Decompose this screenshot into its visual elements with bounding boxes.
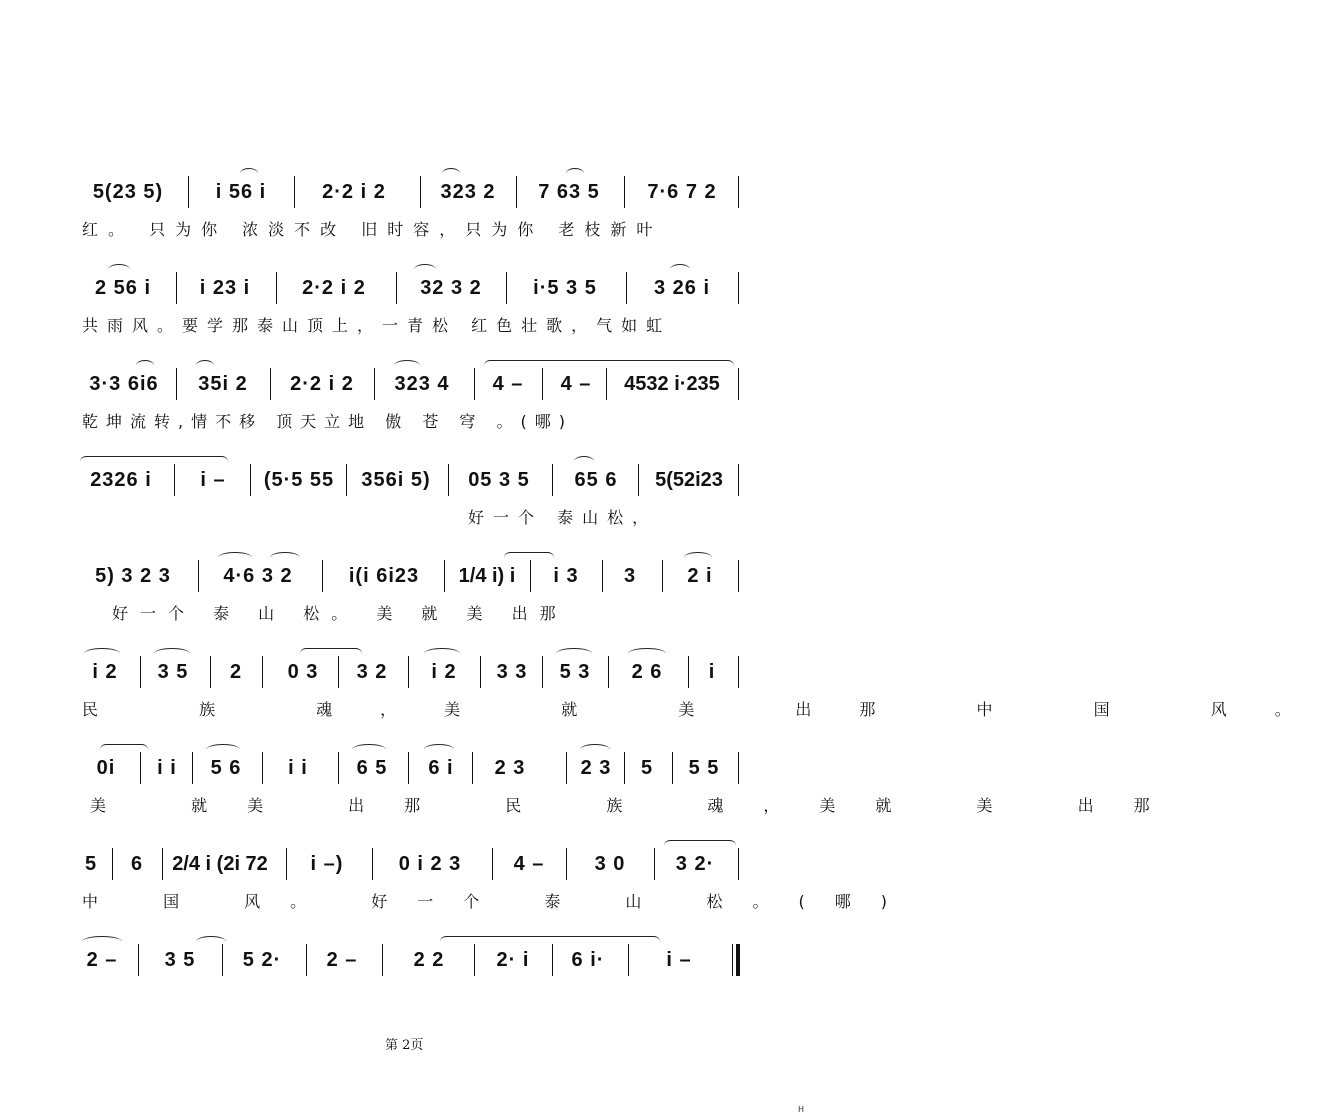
measure: 0 i 2 3 bbox=[398, 853, 462, 875]
barline bbox=[222, 944, 223, 976]
slur bbox=[556, 648, 592, 659]
slur bbox=[82, 936, 122, 947]
slur bbox=[424, 744, 454, 755]
barline bbox=[638, 464, 639, 496]
measure: i 3 bbox=[553, 565, 579, 587]
measure: 1/4 i) i bbox=[458, 565, 516, 587]
measure: 2 3 bbox=[580, 757, 612, 779]
measure: 7·6 7 2 bbox=[647, 181, 717, 203]
measure: 323 4 bbox=[394, 373, 450, 395]
barline bbox=[306, 944, 307, 976]
measure: 2/4 i (2i 72 bbox=[172, 853, 268, 875]
barline bbox=[738, 560, 739, 592]
lyrics-line bbox=[0, 890, 960, 914]
barline bbox=[210, 656, 211, 688]
barline bbox=[492, 848, 493, 880]
measure: i 2 bbox=[431, 661, 457, 683]
measure: 2·2 i 2 bbox=[302, 277, 366, 299]
measure: i 23 i bbox=[199, 277, 251, 299]
barline bbox=[672, 752, 673, 784]
barline bbox=[738, 848, 739, 880]
lyric-text: 好一个 泰 山 松。 美 就 美 出那 bbox=[112, 604, 568, 623]
slur bbox=[84, 648, 120, 659]
notation-line bbox=[0, 460, 960, 500]
measure: i – bbox=[200, 469, 226, 491]
measure: 323 2 bbox=[440, 181, 496, 203]
barline bbox=[270, 368, 271, 400]
lyric-text: 共雨风。要学那泰山顶上，一青松 红色壮歌，气如虹 bbox=[82, 316, 672, 335]
slur bbox=[414, 264, 436, 275]
lyric-text: 红。 只为你 浓淡不改 旧时容，只为你 老枝新叶 bbox=[82, 220, 663, 239]
lyrics-line bbox=[0, 602, 960, 626]
barline bbox=[654, 848, 655, 880]
measure: i 56 i bbox=[215, 181, 267, 203]
barline bbox=[472, 752, 473, 784]
measure: 35i 2 bbox=[198, 373, 248, 395]
barline bbox=[112, 848, 113, 880]
notation-line bbox=[0, 556, 960, 596]
lyric-text: 乾坤流转,情不移 顶天立地 傲 苍 穹 。(哪) bbox=[82, 412, 574, 431]
barline bbox=[382, 944, 383, 976]
lyrics-line bbox=[0, 794, 1190, 818]
barline bbox=[608, 656, 609, 688]
notation-line bbox=[0, 364, 960, 404]
measure: 4 – bbox=[513, 853, 545, 875]
measure: 5 6 bbox=[210, 757, 242, 779]
barline bbox=[516, 176, 517, 208]
barline bbox=[566, 848, 567, 880]
lyrics-line bbox=[0, 218, 960, 242]
slur bbox=[108, 264, 130, 275]
barline bbox=[372, 848, 373, 880]
slur bbox=[664, 840, 736, 851]
measure: 2·2 i 2 bbox=[322, 181, 386, 203]
barline bbox=[276, 272, 277, 304]
measure: 3 2· bbox=[675, 853, 715, 875]
measure: 5(52i23 bbox=[655, 469, 723, 491]
measure: i 2 bbox=[92, 661, 118, 683]
notation-line bbox=[0, 268, 960, 308]
barline bbox=[448, 464, 449, 496]
slur bbox=[270, 552, 300, 563]
slur bbox=[440, 936, 660, 947]
barline bbox=[566, 752, 567, 784]
barline bbox=[738, 752, 739, 784]
barline bbox=[250, 464, 251, 496]
slur bbox=[580, 744, 610, 755]
measure: 5(23 5) bbox=[92, 181, 164, 203]
barline bbox=[624, 176, 625, 208]
measure: 2· i bbox=[496, 949, 530, 971]
slur bbox=[484, 360, 734, 371]
measure: 2 bbox=[229, 661, 243, 683]
barline bbox=[262, 752, 263, 784]
barline bbox=[174, 464, 175, 496]
barline bbox=[738, 272, 739, 304]
barline bbox=[688, 656, 689, 688]
measure: 3 0 bbox=[594, 853, 626, 875]
barline bbox=[346, 464, 347, 496]
measure: 7 63 5 bbox=[538, 181, 600, 203]
barline bbox=[420, 176, 421, 208]
slur bbox=[424, 648, 460, 659]
lyrics-line bbox=[0, 698, 1339, 722]
measure: 6 i bbox=[428, 757, 454, 779]
measure: 2326 i bbox=[90, 469, 152, 491]
measure: i(i 6i23 bbox=[348, 565, 420, 587]
notation-line bbox=[0, 748, 960, 788]
lyric-text: 民 族 魂，美 就 美 出那 中 国 风。 bbox=[82, 700, 1339, 719]
measure: 4 – bbox=[560, 373, 592, 395]
measure: 6 5 bbox=[356, 757, 388, 779]
slur bbox=[670, 264, 690, 275]
measure: 2 i bbox=[687, 565, 713, 587]
measure: 4532 i·235 bbox=[624, 373, 720, 395]
measure: 2 – bbox=[326, 949, 358, 971]
slur bbox=[218, 552, 252, 563]
barline bbox=[286, 848, 287, 880]
lyric-text: 好一个 泰山松， bbox=[468, 508, 658, 527]
measure: 5 bbox=[84, 853, 98, 875]
barline bbox=[738, 176, 739, 208]
slur bbox=[300, 648, 362, 659]
slur bbox=[196, 936, 226, 947]
measure: i –) bbox=[310, 853, 344, 875]
measure: 3 bbox=[623, 565, 637, 587]
barline bbox=[738, 464, 739, 496]
barline bbox=[542, 656, 543, 688]
barline bbox=[444, 560, 445, 592]
barline bbox=[140, 656, 141, 688]
measure: 356i 5) bbox=[361, 469, 431, 491]
measure: 2 56 i bbox=[94, 277, 152, 299]
slur bbox=[442, 168, 460, 179]
barline bbox=[624, 752, 625, 784]
barline bbox=[480, 656, 481, 688]
slur bbox=[136, 360, 154, 371]
barline bbox=[338, 656, 339, 688]
measure: 0 3 bbox=[287, 661, 319, 683]
measure: 3 5 bbox=[157, 661, 189, 683]
barline bbox=[374, 368, 375, 400]
lyrics-line bbox=[0, 314, 960, 338]
barline bbox=[662, 560, 663, 592]
barline bbox=[738, 368, 739, 400]
measure: (5·5 55 bbox=[263, 469, 335, 491]
measure: 5 3 bbox=[559, 661, 591, 683]
measure: 5 bbox=[640, 757, 654, 779]
corner-mark: H bbox=[798, 1105, 805, 1114]
measure: 6 i· bbox=[571, 949, 605, 971]
barline bbox=[140, 752, 141, 784]
notation-line bbox=[0, 844, 960, 884]
slur bbox=[240, 168, 258, 179]
barline bbox=[162, 848, 163, 880]
barline bbox=[396, 272, 397, 304]
measure: i – bbox=[666, 949, 692, 971]
slur bbox=[154, 648, 190, 659]
measure: 5 5 bbox=[688, 757, 720, 779]
lyrics-line bbox=[0, 410, 960, 434]
lyric-text: 美 就美 出那 民 族 魂，美就 美 出那 bbox=[90, 796, 1190, 815]
notation-line bbox=[0, 652, 960, 692]
measure: 65 6 bbox=[574, 469, 618, 491]
slur bbox=[504, 552, 554, 563]
barline bbox=[294, 176, 295, 208]
measure: 5 2· bbox=[242, 949, 282, 971]
lyric-text: 中 国 风。 好一个 泰 山 松。(哪) bbox=[82, 892, 918, 911]
measure: 32 3 2 bbox=[420, 277, 482, 299]
barline bbox=[542, 368, 543, 400]
measure: 3 26 i bbox=[653, 277, 711, 299]
notation-line bbox=[0, 940, 960, 980]
measure: 4 – bbox=[492, 373, 524, 395]
barline bbox=[338, 752, 339, 784]
measure: 2 6 bbox=[631, 661, 663, 683]
notation-line bbox=[0, 172, 960, 212]
barline bbox=[474, 944, 475, 976]
lyrics-line bbox=[0, 506, 960, 530]
barline bbox=[176, 272, 177, 304]
measure: 2 2 bbox=[413, 949, 445, 971]
barline bbox=[738, 656, 739, 688]
final-barline bbox=[732, 944, 740, 976]
barline bbox=[602, 560, 603, 592]
page-number: 第 2页 bbox=[385, 1038, 424, 1053]
slur bbox=[80, 456, 228, 467]
measure: 2·2 i 2 bbox=[290, 373, 354, 395]
measure: i i bbox=[157, 757, 177, 779]
measure: 3 2 bbox=[356, 661, 388, 683]
slur bbox=[100, 744, 148, 755]
measure: 3 3 bbox=[496, 661, 528, 683]
barline bbox=[552, 464, 553, 496]
barline bbox=[530, 560, 531, 592]
measure: 2 – bbox=[86, 949, 118, 971]
measure: 3 5 bbox=[164, 949, 196, 971]
barline bbox=[138, 944, 139, 976]
measure: 2 3 bbox=[494, 757, 526, 779]
barline bbox=[198, 560, 199, 592]
measure: 5) 3 2 3 bbox=[95, 565, 171, 587]
slur bbox=[352, 744, 386, 755]
slur bbox=[684, 552, 712, 563]
barline bbox=[474, 368, 475, 400]
barline bbox=[192, 752, 193, 784]
slur bbox=[206, 744, 240, 755]
barline bbox=[506, 272, 507, 304]
barline bbox=[606, 368, 607, 400]
barline bbox=[322, 560, 323, 592]
measure: 05 3 5 bbox=[468, 469, 530, 491]
measure: 4·6 3 2 bbox=[223, 565, 293, 587]
slur bbox=[196, 360, 214, 371]
measure: i bbox=[708, 661, 716, 683]
barline bbox=[262, 656, 263, 688]
barline bbox=[408, 656, 409, 688]
barline bbox=[628, 944, 629, 976]
barline bbox=[626, 272, 627, 304]
barline bbox=[188, 176, 189, 208]
barline bbox=[552, 944, 553, 976]
barline bbox=[176, 368, 177, 400]
slur bbox=[394, 360, 420, 371]
measure: i i bbox=[288, 757, 308, 779]
barline bbox=[408, 752, 409, 784]
slur bbox=[566, 168, 584, 179]
slur bbox=[628, 648, 666, 659]
slur bbox=[574, 456, 594, 467]
measure: 6 bbox=[130, 853, 144, 875]
measure: 3·3 6i6 bbox=[89, 373, 159, 395]
measure: 0i bbox=[96, 757, 116, 779]
measure: i·5 3 5 bbox=[533, 277, 597, 299]
